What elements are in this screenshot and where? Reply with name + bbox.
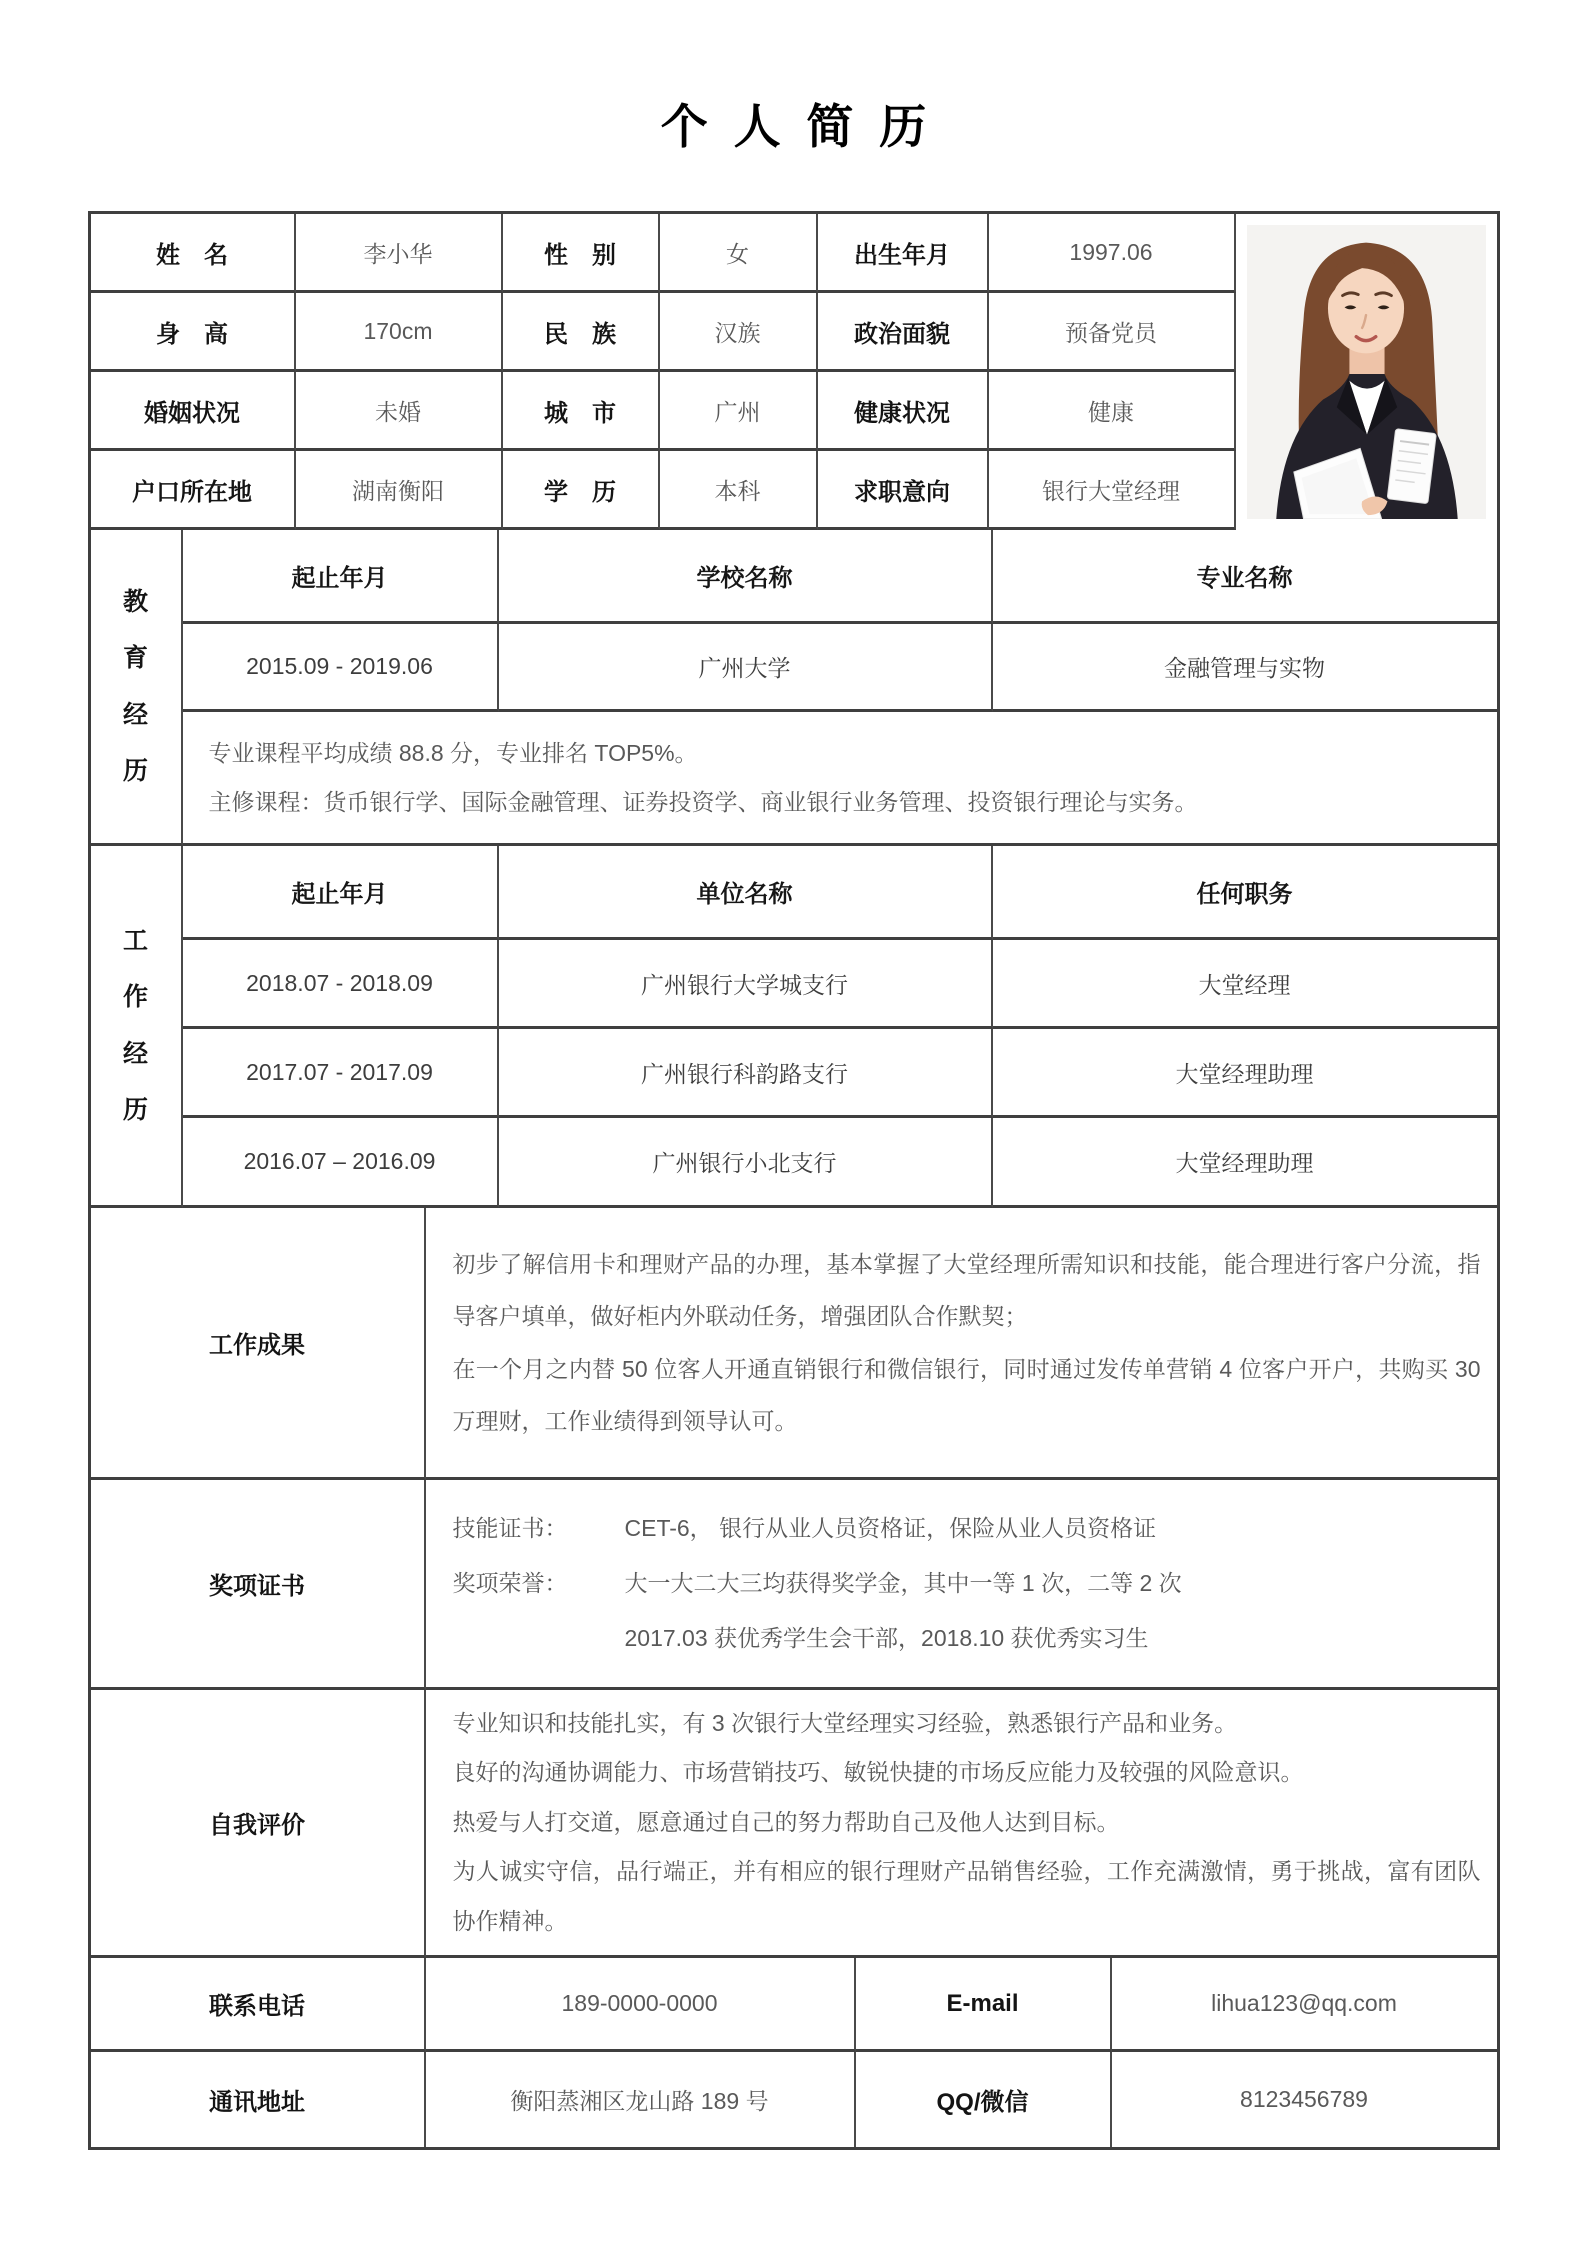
- field-value-birth: 1997.06: [989, 214, 1236, 293]
- education-period: 2015.09 - 2019.06: [183, 624, 499, 712]
- award-line-text: 大一大二大三均获得奖学金，其中一等 1 次，二等 2 次: [624, 1569, 1182, 1596]
- achievements-paragraph: 在一个月之内替 50 位客人开通直销银行和微信银行，同时通过发传单营销 4 位客户开户，共购买 30 万理财，工作业绩得到领导认可。: [452, 1355, 1481, 1434]
- field-label-birth: 出生年月: [818, 214, 989, 293]
- education-notes: [183, 712, 1497, 846]
- achievements-paragraph: 初步了解信用卡和理财产品的办理，基本掌握了大堂经理所需知识和技能，能合理进行客户分流，指导客户填单，做好柜内外联动任务，增强团队合作默契；: [452, 1250, 1481, 1330]
- self-evaluation-section: [91, 1690, 1497, 1958]
- field-label-gender: 性 别: [503, 214, 660, 293]
- self-evaluation-paragraph: 专业知识和技能扎实，有 3 次银行大堂经理实习经验，熟悉银行产品和业务。: [452, 1709, 1238, 1736]
- field-label-ethnicity: 民 族: [503, 293, 660, 372]
- education-section: [91, 530, 1497, 846]
- work-row-position: 大堂经理助理: [993, 1029, 1497, 1118]
- field-value-city: 广州: [660, 372, 818, 451]
- work-header-position: 任何职务: [993, 846, 1497, 940]
- contact-address-label: 通讯地址: [91, 2052, 426, 2147]
- field-value-objective: 银行大堂经理: [989, 451, 1236, 530]
- education-section-label: 教育经历: [91, 530, 183, 846]
- field-value-name: 李小华: [296, 214, 503, 293]
- achievements-label: 工作成果: [91, 1208, 426, 1480]
- field-value-health: 健康: [989, 372, 1236, 451]
- education-major: 金融管理与实物: [993, 624, 1497, 712]
- field-label-city: 城 市: [503, 372, 660, 451]
- award-line: [453, 1611, 1481, 1666]
- contact-phone-value: 189-0000-0000: [426, 1958, 856, 2052]
- education-school: 广州大学: [499, 624, 993, 712]
- education-header-major: 专业名称: [993, 530, 1497, 624]
- education-header-period: 起止年月: [183, 530, 499, 624]
- field-value-ethnicity: 汉族: [660, 293, 818, 372]
- field-value-gender: 女: [660, 214, 818, 293]
- field-label-objective: 求职意向: [818, 451, 989, 530]
- contact-qq-label: QQ/微信: [856, 2052, 1112, 2147]
- field-label-name: 姓 名: [91, 214, 296, 293]
- awards-label: 奖项证书: [91, 1480, 426, 1690]
- award-line-text: CET-6， 银行从业人员资格证，保险从业人员资格证: [624, 1514, 1157, 1541]
- field-label-height: 身 高: [91, 293, 296, 372]
- self-evaluation-content: [426, 1690, 1497, 1958]
- resume-table: [88, 211, 1500, 2150]
- award-line-prefix: [453, 1611, 625, 1666]
- work-header-period: 起止年月: [183, 846, 499, 940]
- field-value-marital: 未婚: [296, 372, 503, 451]
- field-value-height: 170cm: [296, 293, 503, 372]
- work-row-period: 2016.07 – 2016.09: [183, 1118, 499, 1208]
- award-line: [453, 1501, 1481, 1556]
- work-row-period: 2017.07 - 2017.09: [183, 1029, 499, 1118]
- work-section: [91, 846, 1497, 1208]
- award-line: [453, 1556, 1481, 1611]
- work-row-position: 大堂经理: [993, 940, 1497, 1029]
- field-label-marital: 婚姻状况: [91, 372, 296, 451]
- contact-phone-label: 联系电话: [91, 1958, 426, 2052]
- work-section-label: 工作经历: [91, 846, 183, 1208]
- work-row-period: 2018.07 - 2018.09: [183, 940, 499, 1029]
- achievements-content: [426, 1208, 1497, 1480]
- contact-email-value: lihua123@qq.com: [1112, 1958, 1497, 2052]
- field-label-degree: 学 历: [503, 451, 660, 530]
- field-label-political: 政治面貌: [818, 293, 989, 372]
- contact-qq-value: 8123456789: [1112, 2052, 1497, 2147]
- work-row-company: 广州银行小北支行: [499, 1118, 993, 1208]
- award-line-text: 2017.03 获优秀学生会干部，2018.10 获优秀实习生: [624, 1625, 1149, 1652]
- self-evaluation-paragraph: 良好的沟通协调能力、市场营销技巧、敏锐快捷的市场反应能力及较强的风险意识。: [452, 1759, 1304, 1786]
- field-value-political: 预备党员: [989, 293, 1236, 372]
- self-evaluation-label: 自我评价: [91, 1690, 426, 1958]
- achievements-section: [91, 1208, 1497, 1480]
- contact-address-value: 衡阳蒸湘区龙山路 189 号: [426, 2052, 856, 2147]
- basic-info-section: [91, 214, 1497, 530]
- field-value-residence: 湖南衡阳: [296, 451, 503, 530]
- award-line-prefix: 技能证书：: [452, 1514, 568, 1541]
- photo-cell: [1236, 214, 1497, 530]
- education-note-courses: 主修课程：货币银行学、国际金融管理、证券投资学、商业银行业务管理、投资银行理论与实务。: [208, 788, 1198, 815]
- field-label-health: 健康状况: [818, 372, 989, 451]
- work-header-company: 单位名称: [499, 846, 993, 940]
- awards-content: [426, 1480, 1497, 1690]
- work-row-company: 广州银行科韵路支行: [499, 1029, 993, 1118]
- work-row-company: 广州银行大学城支行: [499, 940, 993, 1029]
- contact-email-label: E-mail: [856, 1958, 1112, 2052]
- contact-section: [91, 1958, 1497, 2147]
- field-label-residence: 户口所在地: [91, 451, 296, 530]
- education-header-school: 学校名称: [499, 530, 993, 624]
- field-value-degree: 本科: [660, 451, 818, 530]
- self-evaluation-paragraph: 为人诚实守信，品行端正，并有相应的银行理财产品销售经验，工作充满激情，勇于挑战，富有团队协作精神。: [452, 1858, 1481, 1934]
- page-title: 个人简历: [660, 100, 953, 153]
- education-note-gpa: 专业课程平均成绩 88.8 分，专业排名 TOP5%。: [208, 740, 698, 767]
- awards-section: [91, 1480, 1497, 1690]
- work-row-position: 大堂经理助理: [993, 1118, 1497, 1208]
- award-line-prefix: 奖项荣誉：: [452, 1569, 568, 1596]
- portrait-photo-illustration: [1247, 225, 1486, 519]
- self-evaluation-paragraph: 热爱与人打交道，愿意通过自己的努力帮助自己及他人达到目标。: [452, 1808, 1120, 1835]
